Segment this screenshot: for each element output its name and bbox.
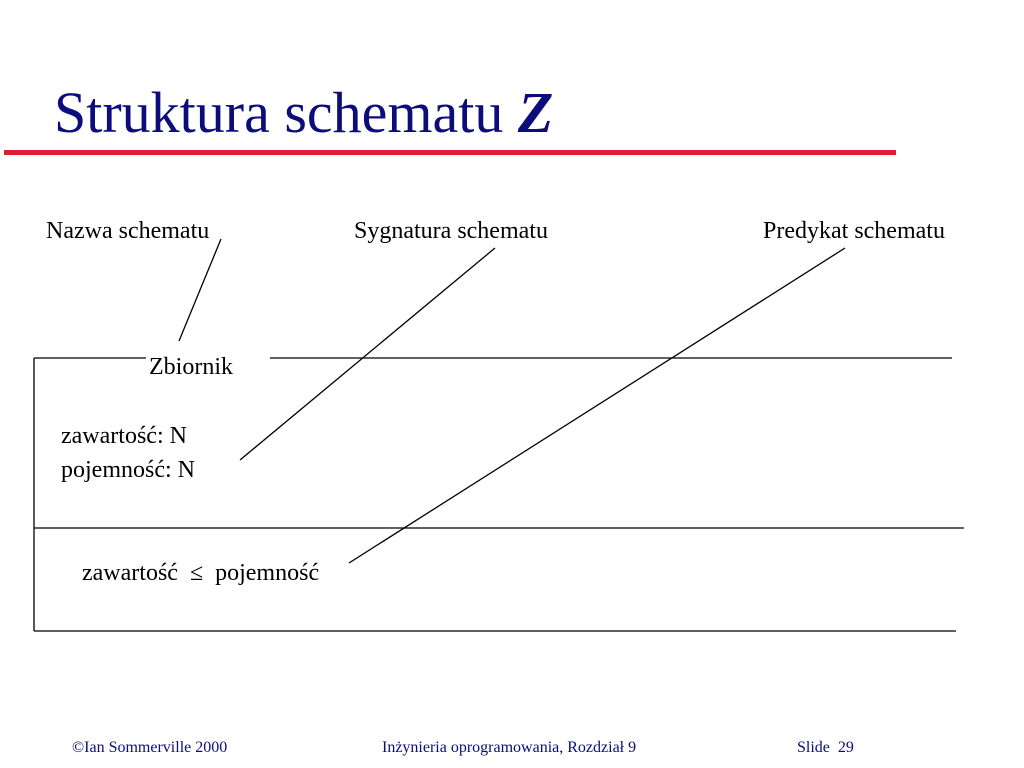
pointer-line-name	[179, 239, 221, 341]
schema-predicate: zawartość ≤ pojemność	[82, 560, 320, 586]
footer-slide-number: Slide 29	[797, 739, 854, 756]
callout-schema-name: Nazwa schematu	[46, 218, 210, 244]
slide-title-text: Struktura schematu	[54, 80, 504, 145]
slide-title-symbol: Z	[517, 80, 554, 145]
callout-schema-signature: Sygnatura schematu	[354, 218, 548, 244]
schema-name: Zbiornik	[149, 354, 233, 380]
pointer-line-predicate	[349, 248, 845, 563]
callout-schema-predicate: Predykat schematu	[763, 218, 945, 244]
schema-declaration: pojemność: N	[61, 457, 195, 483]
footer-book: Inżynieria oprogramowania, Rozdział 9	[382, 739, 637, 756]
footer-copyright: ©Ian Sommerville 2000	[72, 739, 228, 756]
schema-declaration: zawartość: N	[61, 423, 187, 449]
pointer-line-signature	[240, 248, 495, 460]
